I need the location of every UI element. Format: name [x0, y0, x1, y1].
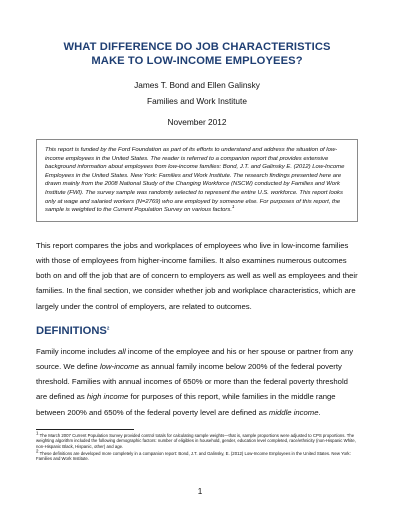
- definitions-heading: [36, 325, 358, 337]
- def-text-5: .: [318, 407, 321, 417]
- def-text-1: Family income includes: [36, 346, 119, 356]
- definitions-paragraph: [36, 344, 358, 420]
- def-text-4: for purposes of this report, while families in the middle range between 200% and 650% of the federal poverty level are defined as: [36, 392, 336, 417]
- title-line-1: WHAT DIFFERENCE DO JOB CHARACTERISTICS: [63, 41, 331, 53]
- footnote-ref-1: 1: [231, 204, 235, 210]
- footnote-1: [36, 430, 358, 450]
- def-emphasis-middle-income: middle income: [268, 407, 319, 417]
- def-emphasis-high-income: high income: [86, 392, 129, 402]
- footnote-divider: [36, 429, 134, 430]
- footnote-ref-2: 2: [106, 325, 110, 331]
- authors: James T. Bond and Ellen Galinsky: [134, 80, 260, 90]
- footnote-1-text: The March 2007 Current Population Survey provided control totals for calculating sample weights—that is, sample proportions were adjusted to CPS proportions. The weighting algorithm included the following demographic factors: number of eligibles in household, gender, education level completed, race/ethnicity (non-Hispanic White, non-Hispanic Black, Hispanic, other) and age.: [36, 432, 356, 449]
- def-emphasis-low-income: low-income: [99, 361, 139, 371]
- definitions-heading-text: DEFINITIONS: [36, 324, 107, 337]
- footnote-1-number: 1: [36, 430, 39, 436]
- intro-paragraph: This report compares the jobs and workplaces of employees who live in low-income families with those of employees from higher-income families. It also examines numerous outcomes both on and off the job that are of concern to employers as well as well as employees and their families. In the final section, we consider whether job and workplace characteristics, which are largely under the control of employers, are related to outcomes.: [36, 240, 358, 311]
- def-text-2: income of the employee and his or her spouse or partner from any source. We define: [36, 346, 354, 371]
- publication-date: November 2012: [167, 117, 227, 127]
- page-number: 1: [197, 487, 203, 496]
- report-title: [36, 40, 358, 68]
- def-emphasis-all: all: [118, 346, 126, 356]
- def-text-3: as annual family income below 200% of the federal poverty threshold. Families with annual incomes of 650% or more than the federal poverty threshold are defined as: [36, 361, 348, 402]
- footnote-2: [36, 448, 358, 462]
- title-line-2: MAKE TO LOW-INCOME EMPLOYEES?: [91, 55, 303, 67]
- funding-note-text: This report is funded by the Ford Foundation as part of its efforts to understand and address the situation of low-income employees in the United States. The reader is referred to a companion report that provides extensive background information about employees from low-income families: Bond, J.T. and Galinsky E. (2012) Low-Income Employees in the United States. New York: Families and Work Institute. The research findings presented here are drawn mainly from the 2008 National Study of the Changing Workforce (NSCW) conducted by Families and Work Institute (FWI). The survey sample was randomly selected to represent the entire U.S. workforce. This report looks only at wage and salaried workers (N=2769) who are employed by someone else. For purposes of this report, the sample is weighted to the Current Population Survey on various factors.: [45, 147, 345, 214]
- footnote-2-number: 2: [36, 448, 39, 454]
- funding-note-box: [36, 139, 358, 222]
- organization: Families and Work Institute: [147, 96, 247, 106]
- footnotes: [36, 430, 358, 462]
- footnote-2-text: These definitions are developed more completely in a companion report: Bond, J.T. and Galinsky, E. (2012) Low-Income Employees in the United States. New York: Families and Work Institute.: [36, 450, 351, 462]
